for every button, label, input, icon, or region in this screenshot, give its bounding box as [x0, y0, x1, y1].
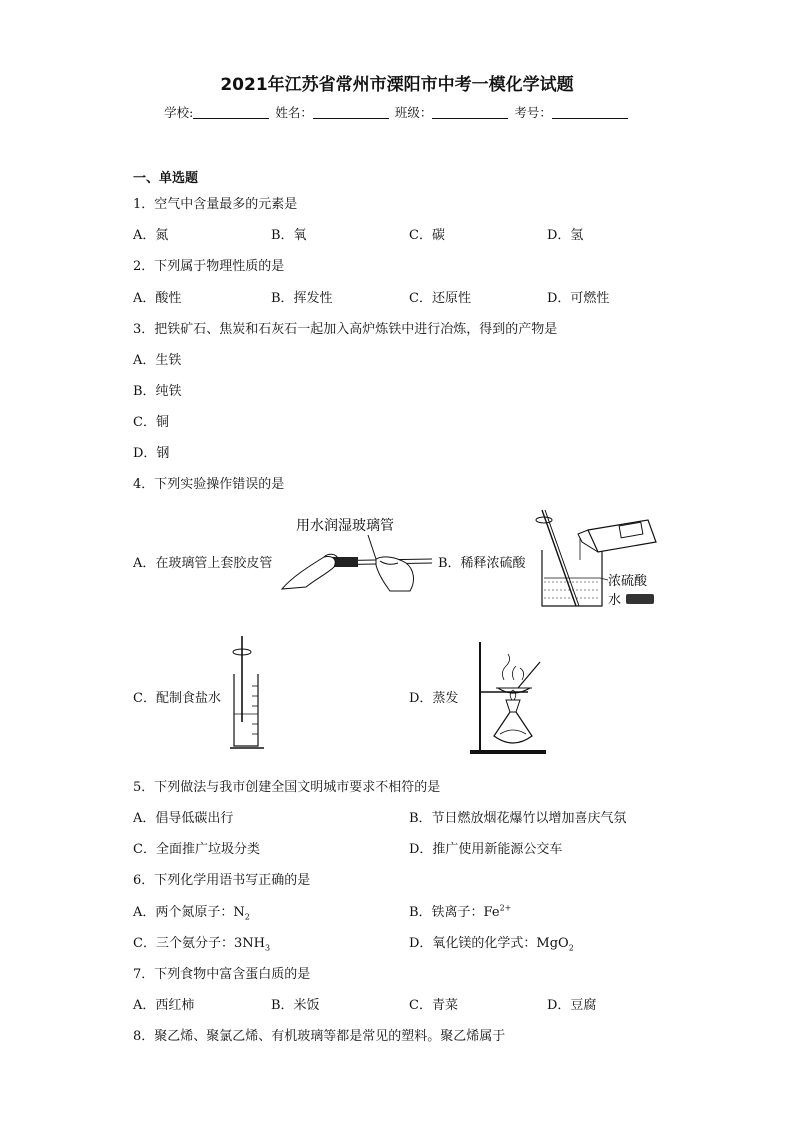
- q5-option-a[interactable]: A．倡导低碳出行: [133, 811, 234, 826]
- q6-option-a[interactable]: [133, 901, 250, 922]
- figure-graduated-cylinder: [228, 634, 274, 754]
- q4-option-a[interactable]: A．在玻璃管上套胶皮管: [133, 556, 273, 571]
- q6-option-c[interactable]: [133, 932, 270, 953]
- exam-no-label: 考号：: [514, 105, 552, 120]
- school-label: 学校:: [164, 105, 194, 120]
- q3-option-d[interactable]: D．钢: [133, 446, 170, 461]
- figure-evaporation: [468, 640, 548, 756]
- q6-option-d[interactable]: [409, 932, 574, 953]
- q6-b-text: B．铁离子：Fe: [409, 905, 500, 920]
- q8-stem: 8．聚乙烯、聚氯乙烯、有机玻璃等都是常见的塑料。聚乙烯属于: [133, 1029, 506, 1044]
- q6-c-text: C．三个氨分子：3NH: [133, 936, 265, 951]
- q5-option-b[interactable]: B．节日燃放烟花爆竹以增加喜庆气氛: [409, 811, 627, 826]
- figure-glass-tube: [280, 515, 440, 593]
- q4-option-d[interactable]: D．蒸发: [409, 691, 459, 706]
- section-heading: 一、单选题: [133, 171, 199, 186]
- q6-c-subscript: 3: [264, 943, 271, 953]
- q6-d-subscript: 2: [568, 943, 574, 953]
- q6-a-text: A．两个氮原子：N: [133, 905, 245, 920]
- name-blank[interactable]: [313, 106, 389, 119]
- q7-option-b[interactable]: B．米饭: [271, 998, 320, 1013]
- q2-option-b[interactable]: B．挥发性: [271, 291, 333, 306]
- student-info-line: [0, 103, 794, 121]
- page-title: 2021年江苏省常州市溧阳市中考一模化学试题: [220, 75, 574, 95]
- q5-option-c[interactable]: C．全面推广垃圾分类: [133, 842, 260, 857]
- q7-option-a[interactable]: A．西红柿: [133, 998, 195, 1013]
- q6-d-text: D．氧化镁的化学式：MgO: [409, 936, 569, 951]
- q7-option-c[interactable]: C．青菜: [409, 998, 458, 1013]
- q6-option-b[interactable]: [409, 901, 511, 920]
- q7-stem: 7．下列食物中富含蛋白质的是: [133, 967, 311, 982]
- q6-b-superscript: 2+: [499, 903, 512, 913]
- school-blank[interactable]: [193, 106, 269, 119]
- figure-b-label-water: 水: [608, 593, 622, 608]
- name-label: 姓名：: [275, 105, 313, 120]
- q4-option-c[interactable]: C．配制食盐水: [133, 691, 221, 706]
- q6-a-subscript: 2: [244, 912, 250, 922]
- figure-dilute-acid: [528, 508, 664, 612]
- class-blank[interactable]: [432, 106, 508, 119]
- q5-option-d[interactable]: D．推广使用新能源公交车: [409, 842, 563, 857]
- q2-stem: 2．下列属于物理性质的是: [133, 259, 285, 274]
- q1-option-c[interactable]: C．碳: [409, 228, 445, 243]
- q3-option-c[interactable]: C．铜: [133, 415, 169, 430]
- q4-stem: 4．下列实验操作错误的是: [133, 477, 285, 492]
- q1-stem: 1．空气中含量最多的元素是: [133, 197, 298, 212]
- q1-option-d[interactable]: D．氢: [547, 228, 584, 243]
- figure-a-label: 用水润湿玻璃管: [296, 518, 394, 534]
- q7-option-d[interactable]: D．豆腐: [547, 998, 597, 1013]
- q2-option-a[interactable]: A．酸性: [133, 291, 182, 306]
- q3-option-a[interactable]: A．生铁: [133, 353, 182, 368]
- q1-option-a[interactable]: A．氮: [133, 228, 169, 243]
- q4-option-b[interactable]: B．稀释浓硫酸: [438, 556, 526, 571]
- q2-option-c[interactable]: C．还原性: [409, 291, 471, 306]
- q1-option-b[interactable]: B．氧: [271, 228, 307, 243]
- q6-stem: 6．下列化学用语书写正确的是: [133, 873, 311, 888]
- class-label: 班级：: [394, 105, 433, 120]
- q3-option-b[interactable]: B．纯铁: [133, 384, 182, 399]
- q2-option-d[interactable]: D．可燃性: [547, 291, 610, 306]
- q3-stem: 3．把铁矿石、焦炭和石灰石一起加入高炉炼铁中进行冶炼，得到的产物是: [133, 322, 558, 337]
- figure-b-label-acid: 浓硫酸: [608, 574, 648, 589]
- exam-no-blank[interactable]: [552, 106, 628, 119]
- q5-stem: 5．下列做法与我市创建全国文明城市要求不相符的是: [133, 780, 441, 795]
